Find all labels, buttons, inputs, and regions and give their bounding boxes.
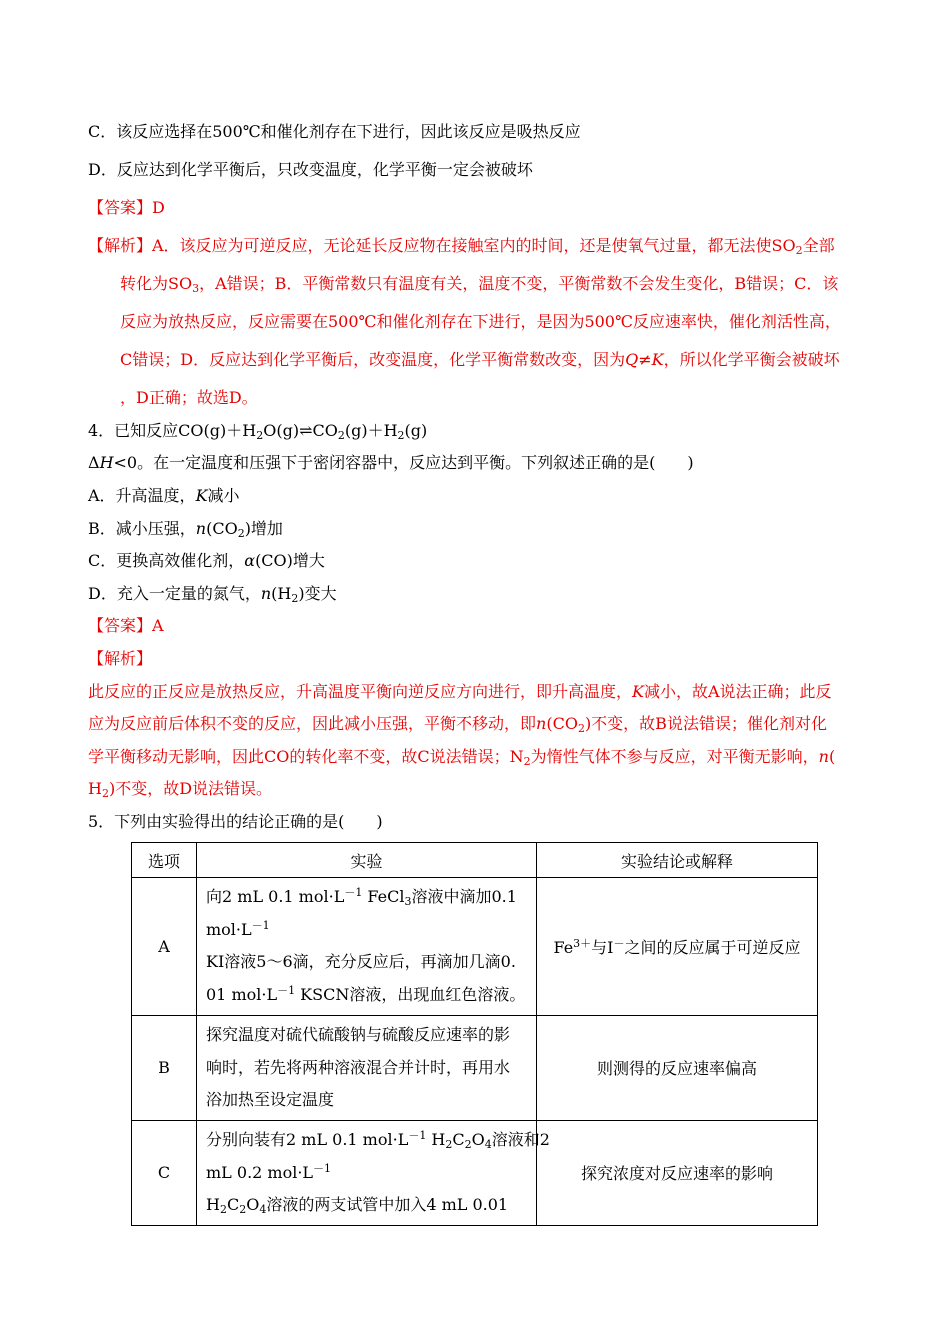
- q5-stem: 5．下列由实验得出的结论正确的是( ): [88, 812, 383, 831]
- q3-explanation-line-5: ，D正确；故选D。: [120, 388, 258, 407]
- q4-stem: 4．已知反应$CO(g)+H_2O(g)\rightleftharpoons CO_2(g)+H_2(g)$: [88, 421, 428, 442]
- q3-explanation-line-3: 反应为放热反应，反应需要在500℃和催化剂存在下进行，是因为500℃反应速率快，催化剂活性高，: [120, 312, 841, 331]
- q3-explanation-line-1: 【解析】A．该反应为可逆反应，无论延长反应物在接触室内的时间，还是使氧气过量，都无法使$SO_2$全部: [88, 236, 835, 257]
- header-conclusion: 实验结论或解释: [537, 843, 818, 878]
- row-a-conclusion: $Fe^{3+}$与I－之间的反应属于可逆反应: [537, 878, 818, 1016]
- table-header-row: [132, 843, 818, 878]
- header-experiment: 实验: [197, 843, 537, 878]
- row-c-conclusion: 探究浓度对反应速率的影响: [537, 1120, 818, 1225]
- q3-explanation-line-2: 转化为$SO_3$，A错误；B．平衡常数只有温度有关，温度不变，平衡常数不会发生变化，B错误；C．该: [120, 274, 839, 295]
- q3-option-c: C．该反应选择在500℃和催化剂存在下进行，因此该反应是吸热反应: [88, 122, 581, 141]
- row-b-experiment: 探究温度对硫代硫酸钠与硫酸反应速率的影 响时，若先将两种溶液混合并计时，再用水 浴加热至设定温度: [197, 1015, 537, 1120]
- q3-explanation-line-4: C错误；D．反应达到化学平衡后，改变温度，化学平衡常数改变，因为Q≠K，所以化学平衡会被破坏: [120, 350, 840, 369]
- row-a-experiment: 向2 mL 0.1 $mol\cdot L^{-1}$ FeCl$_3$溶液中滴加0.1 $mol\cdot L^{-1}$ KI溶液5～6滴，充分反应后，再滴加几滴0. 01 $mol\cdot L^{-1}$ KSCN溶液，出现血红色溶液。: [197, 878, 537, 1016]
- q4-option-b: B．减小压强，$n(CO_2)$增加: [88, 519, 283, 540]
- q4-explanation-line-2: 应为反应前后体积不变的反应，因此减小压强，平衡不移动，即$n(CO_2)$不变，故B说法错误；催化剂对化: [88, 714, 827, 735]
- q4-explanation-line-1: 此反应的正反应是放热反应，升高温度平衡向逆反应方向进行，即升高温度，K减小，故A说法正确；此反: [88, 682, 832, 701]
- row-a-option: A: [132, 878, 197, 1016]
- table-row-c: [132, 1120, 818, 1225]
- q4-option-c: C．更换高效催化剂，α(CO)增大: [88, 551, 325, 570]
- row-c-experiment: 分别向装有2 mL 0.1 $mol\cdot L^{-1}$ $H_2C_2O_4$溶液和2 mL 0.2 $mol\cdot L^{-1}$ $H_2C_2O_4$溶液的两支试管中加入4 mL 0.01: [197, 1120, 537, 1225]
- row-b-conclusion: 则测得的反应速率偏高: [537, 1015, 818, 1120]
- row-c-option: C: [132, 1120, 197, 1225]
- q4-explanation-label: 【解析】: [88, 649, 153, 668]
- q4-option-a: A．升高温度，K减小: [88, 486, 240, 505]
- q4-explanation-line-4: $H_2$)不变，故D说法错误。: [88, 779, 273, 800]
- q4-option-d: D．充入一定量的氮气，$n(H_2)$变大: [88, 584, 337, 605]
- q4-explanation-line-3: 学平衡移动无影响，因此CO的转化率不变，故C说法错误；$N_2$为惰性气体不参与反应，对平衡无影响，n(: [88, 747, 836, 768]
- q3-answer: 【答案】D: [88, 198, 165, 217]
- table-row-b: [132, 1015, 818, 1120]
- q3-option-d: D．反应达到化学平衡后，只改变温度，化学平衡一定会被破坏: [88, 160, 533, 179]
- row-b-option: B: [132, 1015, 197, 1120]
- q4-answer: 【答案】A: [88, 616, 164, 635]
- q4-condition: ΔH<0。在一定温度和压强下于密闭容器中，反应达到平衡。下列叙述正确的是( ): [88, 453, 694, 472]
- table-row-a: [132, 878, 818, 1016]
- header-option: 选项: [132, 843, 197, 878]
- q5-experiment-table: [131, 842, 818, 1226]
